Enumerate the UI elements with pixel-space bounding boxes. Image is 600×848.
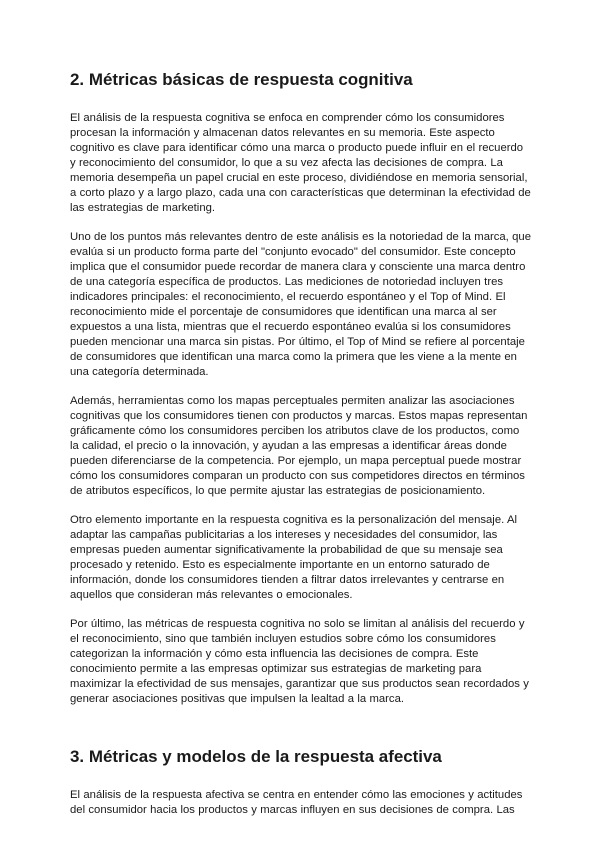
paragraph-cognitive-intro: El análisis de la respuesta cognitiva se enfoca en comprender cómo los consumidores procesan la información y almacenan datos relevantes en su memoria. Este aspecto cognitivo es clave para identificar cómo una marca o producto puede influir en el recuerdo y reconocimiento del consumidor, lo que a su vez afecta las decisiones de compra. La memoria desempeña un papel crucial en este proceso, dividiéndose en memoria sensorial, a corto plazo y a largo plazo, cada una con características que determinan la efectividad de las estrategias de marketing. (70, 112, 531, 214)
paragraph-cognitive-conclusion: Por último, las métricas de respuesta cognitiva no solo se limitan al análisis del recuerdo y el reconocimiento, sino que también incluyen estudios sobre cómo los consumidores categorizan la información y cómo esta influencia las decisiones de compra. Este conocimiento permite a las empresas optimizar sus estrategias de marketing para maximizar la efectividad de sus mensajes, garantizar que sus productos sean recordados y generar asociaciones positivas que impulsen la lealtad a la marca. (70, 618, 529, 705)
paragraph-perceptual-maps: Además, herramientas como los mapas perceptuales permiten analizar las asociaciones cognitivas que los consumidores tienen con productos y marcas. Estos mapas representan gráficamente cómo los consumidores perciben los atributos clave de los productos, como la calidad, el precio o la innovación, y ayudan a las empresas a identificar áreas donde pueden diferenciarse de la competencia. Por ejemplo, un mapa perceptual puede mostrar cómo los consumidores comparan un producto con sus competidores directos en términos de atributos específicos, lo que permite ajustar las estrategias de posicionamiento. (70, 395, 528, 497)
paragraph-message-personalization: Otro elemento importante en la respuesta cognitiva es la personalización del mensaje. Al adaptar las campañas publicitarias a los intereses y necesidades del consumidor, las empresas pueden aumentar significativamente la probabilidad de que su mensaje sea procesado y retenido. Esto es especialmente importante en un entorno saturado de información, donde los consumidores tienden a filtrar datos irrelevantes y centrarse en aquellos que consideran más relevantes o emocionales. (70, 514, 517, 601)
paragraph-brand-awareness: Uno de los puntos más relevantes dentro de este análisis es la notoriedad de la marca, que evalúa si un producto forma parte del "conjunto evocado" del consumidor. Este concepto implica que el consumidor puede recordar de manera clara y consciente una marca dentro de una categoría específica de productos. Las mediciones de notoriedad incluyen tres indicadores principales: el reconocimiento, el recuerdo espontáneo y el Top of Mind. El reconocimiento mide el porcentaje de consumidores que identifican una marca al ser expuestos a una lista, mientras que el recuerdo espontáneo evalúa si los consumidores pueden mencionar una marca sin pistas. Por último, el Top of Mind se refiere al porcentaje de consumidores que identifican una marca como la primera que les viene a la mente en una categoría determinada. (70, 231, 531, 378)
section-heading-cognitive-metrics: 2. Métricas básicas de respuesta cognitiva (70, 70, 413, 89)
section-heading-affective-metrics: 3. Métricas y modelos de la respuesta afectiva (70, 747, 442, 766)
paragraph-affective-intro: El análisis de la respuesta afectiva se centra en entender cómo las emociones y actitudes del consumidor hacia los productos y marcas influyen en sus decisiones de compra. Las (70, 789, 523, 816)
